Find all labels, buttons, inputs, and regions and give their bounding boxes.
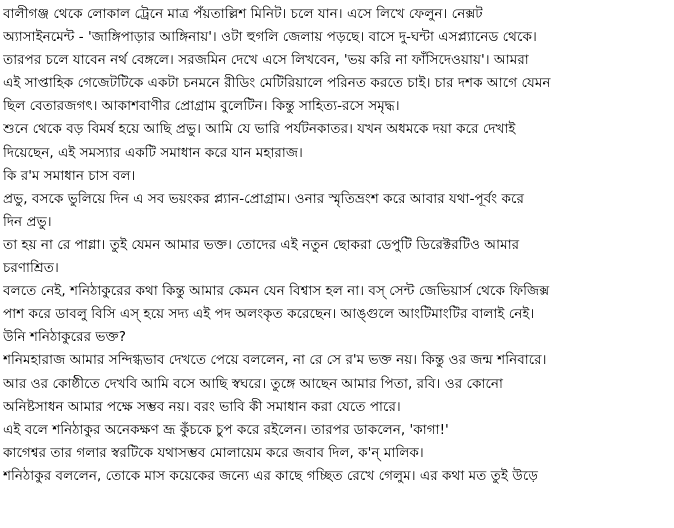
text-line: প্রভু, বসকে ভুলিয়ে দিন এ সব ভয়ংকর প্ল্যান-প্রোগ্রাম। ওনার স্মৃতিভ্রংশ করে আবার যথা-পূর্বং করে — [3, 190, 524, 207]
text-line: চরণাশ্রিত। — [3, 260, 59, 277]
text-line: শুনে থেকে বড় বিমর্ষ হয়ে আছি প্রভু। আমি যে ভারি পর্যটনকাতর। যখন অধমকে দয়া করে দেখাই — [3, 121, 516, 138]
text-line: তারপর চলে যাবেন নর্থ বেঙ্গলে। সরজমিন দেখে এসে লিখবেন, 'ভয় করি না ফাঁসিদেওয়ায়'। আমরা — [3, 52, 529, 69]
text-line: অনিষ্টসাধন আমার পক্ষে সম্ভব নয়। বরং ভাবি কী সমাধান করা যেতে পারে। — [3, 398, 401, 415]
text-line: আর ওর কোষ্ঠীতে দেখবি আমি বসে আছি স্বঘরে। তুঙ্গে আছেন আমার পিতা, রবি। ওর কোনো — [3, 375, 503, 392]
text-line: দিয়েছেন, এই সমস্যার একটি সমাধান করে যান মহারাজ। — [3, 144, 303, 161]
text-line: এই বলে শনিঠাকুর অনেকক্ষণ ভ্রূ কুঁচকে চুপ করে রইলেন। তারপর ডাকলেন, 'কাগা!' — [3, 421, 449, 438]
text-line: ছিল বেতারজগৎ। আকাশবাণীর প্রোগ্রাম বুলেটিন। কিন্তু সাহিত্য-রসে সমৃদ্ধ। — [3, 98, 400, 115]
text-line: শনিমহারাজ আমার সন্দিগ্ধভাব দেখতে পেয়ে বললেন, না রে সে র'ম ভক্ত নয়। কিন্তু ওর জন্ম শনিবারে। — [3, 352, 547, 369]
text-line: বালীগঞ্জ থেকে লোকাল ট্রেনে মাত্র পঁয়তাল্লিশ মিনিট। চলে যান। এসে লিখে ফেলুন। নেক্সট — [3, 6, 483, 22]
text-line: দিন প্রভু। — [3, 213, 52, 230]
text-line: বলতে নেই, শনিঠাকুরের কথা কিন্তু আমার কেমন যেন বিশ্বাস হল না। বস্ সেন্ট জেভিয়ার্স থেকে ফিজিক্স — [3, 283, 550, 300]
document-body — [3, 3, 671, 488]
text-line: অ্যাসাইনমেন্ট - 'জাঙ্গিপাড়ার আঙ্গিনায়'। ওটা হুগলি জেলায় পড়ছে। বাসে দু-ঘন্টা এসপ্ল্যানেড থেকে। — [3, 29, 537, 46]
text-line: কি র'ম সমাধান চাস বল। — [3, 167, 136, 184]
text-line: শনিঠাকুর বললেন, তোকে মাস কয়েকের জন্যে এর কাছে গচ্ছিত রেখে গেলুম। এর কথা মত তুই উড়ে — [3, 467, 539, 484]
text-line: পাশ করে ডাবলু বিসি এস্ হয়ে সদ্য এই পদ অলংকৃত করেছেন। আঙ্গুলে আংটিমাংটির বালাই নেই। — [3, 306, 535, 323]
text-line: উনি শনিঠাকুরের ভক্ত? — [3, 329, 126, 346]
text-line: এই সাপ্তাহিক গেজেটটিকে একটা চনমনে রীডিং মেটিরিয়ালে পরিনত করতে চাই। চার দশক আগে যেমন — [3, 75, 551, 92]
text-line: তা হয় না রে পাগ্লা। তুই যেমন আমার ভক্ত। তোদের এই নতুন ছোকরা ডেপুটি ডিরেক্টরটিও আমার — [3, 236, 520, 253]
text-line: কাগেশ্বর তার গলার স্বরটিকে যথাসম্ভব মোলায়েম করে জবাব দিল, ক'ন্ মালিক। — [3, 444, 424, 461]
